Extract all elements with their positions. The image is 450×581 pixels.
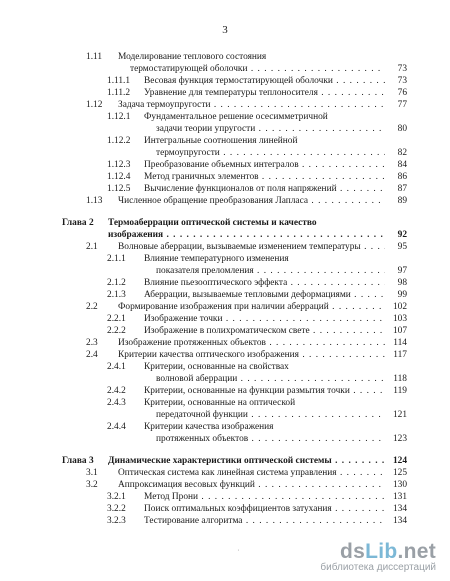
toc-title: изображения . . . xyxy=(108,229,390,241)
page-number: 3 xyxy=(222,24,228,36)
toc-entry[interactable] xyxy=(0,111,450,123)
toc-page: 123 xyxy=(385,433,407,445)
toc-page: 95 xyxy=(385,241,407,253)
toc-title: Изображение протяженных объектов . . . xyxy=(118,337,390,349)
toc-title: Численное обращение преобразования Лапласа . . . xyxy=(118,195,390,207)
toc-number: 3.1 xyxy=(86,468,98,478)
toc-number: 3.2 xyxy=(86,480,98,490)
toc-page: 124 xyxy=(385,455,407,467)
toc-number: 2.4.3 xyxy=(107,398,126,408)
toc-title: Термоаберрации оптической системы и качество xyxy=(108,218,317,228)
toc-entry[interactable] xyxy=(0,421,450,433)
toc-entry[interactable] xyxy=(0,373,450,385)
toc-page: 107 xyxy=(385,325,407,337)
toc-number: 3.2.3 xyxy=(107,516,126,526)
toc-title: Вычисление функционалов от поля напряжений . . . xyxy=(144,183,390,195)
toc-entry[interactable] xyxy=(0,75,450,87)
toc-title: протяженных объектов . . . xyxy=(156,433,390,445)
toc-title: Волновые аберрации, вызываемые изменением температуры . . . xyxy=(118,241,390,253)
toc-title: Аппроксимация весовых функций . . . xyxy=(118,479,390,491)
toc-entry[interactable] xyxy=(0,99,450,111)
toc-title: Аберрации, вызываемые тепловыми деформациями . . . xyxy=(144,289,390,301)
logo-part-lib: Lib xyxy=(365,540,398,563)
toc-number: 3.2.1 xyxy=(107,492,126,502)
toc-title: Динамические характеристики оптической системы . . . xyxy=(108,455,390,467)
toc-entry[interactable] xyxy=(0,135,450,147)
logo-part-net: .net xyxy=(397,540,436,563)
watermark-logo xyxy=(320,540,436,564)
toc-entry[interactable] xyxy=(0,503,450,515)
toc-number: Глава 2 xyxy=(62,218,94,228)
toc-entry[interactable] xyxy=(0,87,450,99)
toc-title: Интегральные соотношения линейной xyxy=(144,136,298,146)
toc-title: Уравнение для температуры теплоносителя . . . xyxy=(144,87,390,99)
toc-entry[interactable] xyxy=(0,397,450,409)
toc-entry[interactable] xyxy=(0,289,450,301)
toc-title: Влияние пьезооптического эффекта . . . xyxy=(144,277,390,289)
toc-entry[interactable] xyxy=(0,147,450,159)
toc-page: 117 xyxy=(385,349,407,361)
toc-page: 92 xyxy=(385,229,407,241)
toc-number: 2.3 xyxy=(86,338,98,348)
toc-title: Моделирование теплового состояния xyxy=(118,52,267,62)
toc-number: 1.13 xyxy=(86,196,103,206)
toc-title: Весовая функция термостатирующей оболочки . . . xyxy=(144,75,390,87)
toc-page: 121 xyxy=(385,409,407,421)
toc-title: Критерии, основанные на оптической xyxy=(144,398,296,408)
toc-entry[interactable] xyxy=(0,183,450,195)
toc-title: Метод Прони . . . xyxy=(144,491,390,503)
toc-title: Критерии качества оптического изображения . . . xyxy=(118,349,390,361)
toc-title: Изображение в полихроматическом свете . . . xyxy=(144,325,390,337)
toc-number: 2.2.2 xyxy=(107,326,126,336)
toc-title: Формирование изображения при наличии аберраций . . . xyxy=(118,301,390,313)
toc-entry[interactable] xyxy=(0,171,450,183)
toc-number: 1.12.3 xyxy=(107,160,131,170)
toc-page: 86 xyxy=(385,171,407,183)
toc-page: 84 xyxy=(385,159,407,171)
toc-number: 2.4.4 xyxy=(107,422,126,432)
toc-number: 2.2 xyxy=(86,302,98,312)
toc-page: 134 xyxy=(385,515,407,527)
toc-number: 1.12.1 xyxy=(107,112,131,122)
toc-number: 2.2.1 xyxy=(107,314,126,324)
toc-page: 99 xyxy=(385,289,407,301)
toc-number: 2.1.2 xyxy=(107,278,126,288)
scan-mark: ˙ xyxy=(237,548,240,557)
toc-title: Тестирование алгоритма . . . xyxy=(144,515,390,527)
toc-number: 1.11.1 xyxy=(107,76,131,86)
toc-entry[interactable] xyxy=(0,361,450,373)
toc-number: 1.12.5 xyxy=(107,184,131,194)
toc-entry[interactable] xyxy=(0,241,450,253)
toc-page: 102 xyxy=(385,301,407,313)
toc-entry[interactable] xyxy=(0,301,450,313)
toc-title: Критерии, основанные на свойствах xyxy=(144,362,289,372)
toc-entry[interactable] xyxy=(0,479,450,491)
toc-entry[interactable] xyxy=(0,159,450,171)
toc-title: Задача термоупругости . . . xyxy=(118,99,390,111)
toc-page: 77 xyxy=(385,99,407,111)
toc-number: Глава 3 xyxy=(62,456,94,466)
toc-title: Влияние температурного изменения xyxy=(144,254,289,264)
toc-page: 125 xyxy=(385,467,407,479)
toc-entry[interactable] xyxy=(0,467,450,479)
toc-number: 3.2.2 xyxy=(107,504,126,514)
toc-page: 130 xyxy=(385,479,407,491)
toc-title: передаточной функции . . . xyxy=(156,409,390,421)
toc-entry[interactable] xyxy=(0,63,450,75)
toc-title: задачи теории упругости . . . xyxy=(156,123,390,135)
toc-number: 1.11 xyxy=(86,52,103,62)
toc-page: 76 xyxy=(385,87,407,99)
toc-entry[interactable] xyxy=(0,385,450,397)
toc-entry[interactable] xyxy=(0,265,450,277)
toc-title: показателя преломления . . . xyxy=(156,265,390,277)
toc-page: 97 xyxy=(385,265,407,277)
toc-entry[interactable] xyxy=(0,515,450,527)
toc-entry[interactable] xyxy=(0,253,450,265)
toc-title: волновой аберрации . . . xyxy=(156,373,390,385)
toc-title: Поиск оптимальных коэффициентов затухания . . . xyxy=(144,503,390,515)
toc-number: 2.1.1 xyxy=(107,254,126,264)
toc-page: 103 xyxy=(385,313,407,325)
toc-page: 82 xyxy=(385,147,407,159)
logo-part-ds: ds xyxy=(339,540,366,563)
toc-number: 2.4.1 xyxy=(107,362,126,372)
toc-entry[interactable] xyxy=(0,195,450,207)
toc-number: 1.11.2 xyxy=(107,88,131,98)
toc-entry[interactable] xyxy=(0,455,450,467)
toc-page: 73 xyxy=(385,63,407,75)
toc-entry[interactable] xyxy=(0,217,450,229)
toc-entry[interactable] xyxy=(0,337,450,349)
toc-page: 118 xyxy=(385,373,407,385)
toc-number: 2.4 xyxy=(86,350,98,360)
toc-page: 131 xyxy=(385,491,407,503)
toc-number: 2.4.2 xyxy=(107,386,126,396)
toc-entry[interactable] xyxy=(0,313,450,325)
toc-number: 2.1 xyxy=(86,242,98,252)
toc-entry[interactable] xyxy=(0,229,450,241)
toc-entry[interactable] xyxy=(0,277,450,289)
toc-page: 73 xyxy=(385,75,407,87)
toc-number: 2.1.3 xyxy=(107,290,126,300)
toc-page: 114 xyxy=(385,337,407,349)
toc-entry[interactable] xyxy=(0,123,450,135)
toc-page: 98 xyxy=(385,277,407,289)
toc-entry[interactable] xyxy=(0,491,450,503)
toc-title: Изображение точки . . . xyxy=(144,313,390,325)
toc-title: Критерии, основанные на функции размытия точки . . . xyxy=(144,385,390,397)
toc-page: 87 xyxy=(385,183,407,195)
toc-number: 1.12.2 xyxy=(107,136,131,146)
toc-page: 119 xyxy=(385,385,407,397)
toc-title: термостатирующей оболочки . . . xyxy=(130,63,390,75)
toc-number: 1.12 xyxy=(86,100,103,110)
toc-number: 1.12.4 xyxy=(107,172,131,182)
toc-page: 134 xyxy=(385,503,407,515)
toc-entry[interactable] xyxy=(0,51,450,63)
toc-entry[interactable] xyxy=(0,349,450,361)
watermark[interactable] xyxy=(320,540,436,573)
toc-title: Оптическая система как линейная система управления . . . xyxy=(118,467,390,479)
toc-title: Метод граничных элементов . . . xyxy=(144,171,390,183)
toc-page: 89 xyxy=(385,195,407,207)
toc-page: 80 xyxy=(385,123,407,135)
toc-title: Критерии качества изображения xyxy=(144,422,274,432)
toc-title: термоупругости . . . xyxy=(156,147,390,159)
toc-entry[interactable] xyxy=(0,433,450,445)
toc-entry[interactable] xyxy=(0,325,450,337)
toc-title: Преобразование объемных интегралов . . . xyxy=(144,159,390,171)
toc-entry[interactable] xyxy=(0,409,450,421)
toc-title: Фундаментальное решение осесимметричной xyxy=(144,112,328,122)
watermark-subtitle: библиотека диссертаций xyxy=(320,562,436,573)
